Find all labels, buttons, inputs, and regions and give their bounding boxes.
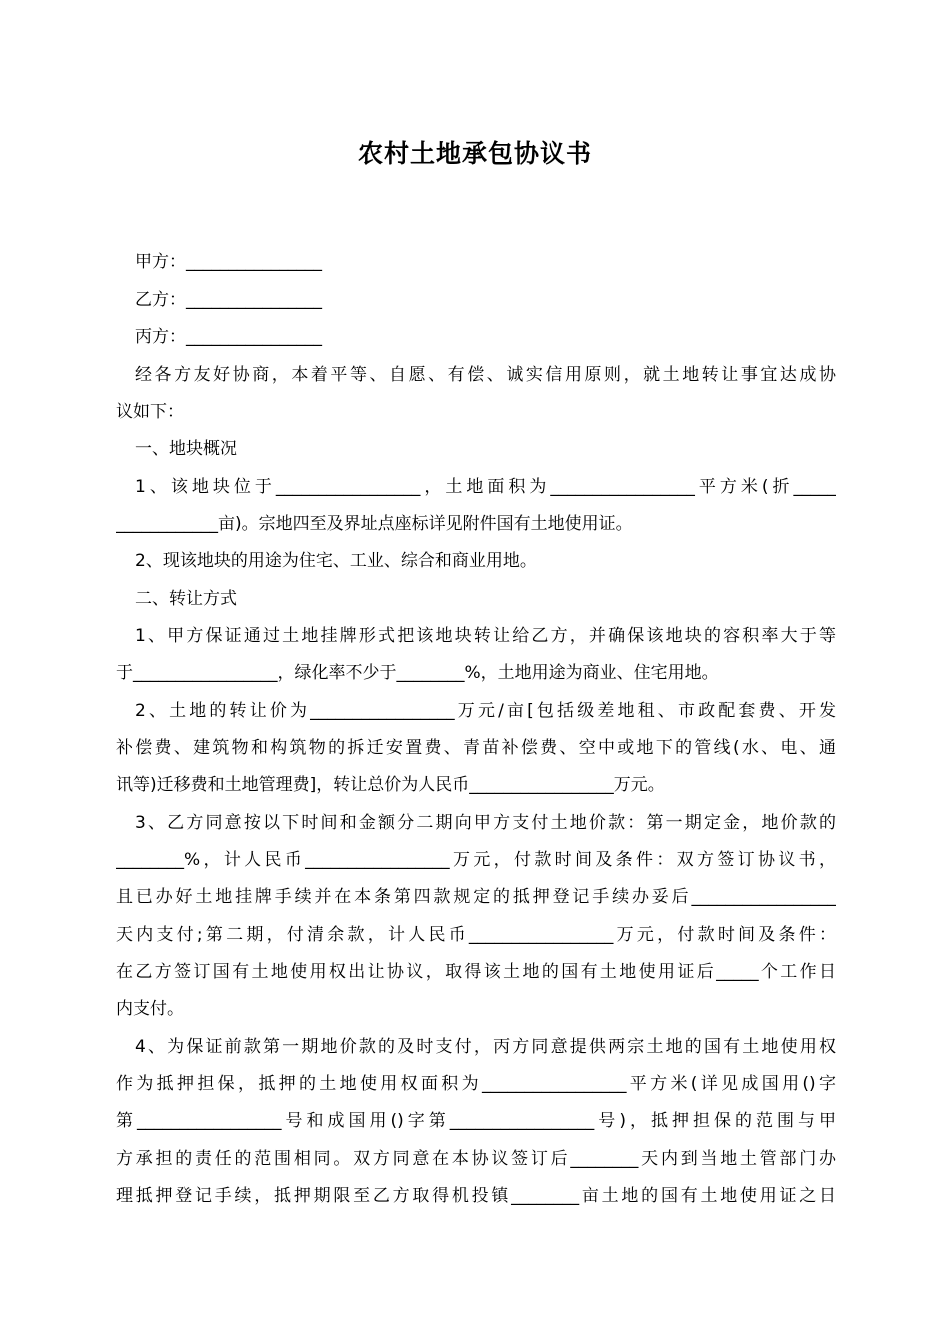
paragraph-line: 第_________________号和成国用()字第_________________号)，抵押担保的范围与甲 <box>116 1111 836 1131</box>
paragraph-line: 补偿费、建筑物和构筑物的拆迁安置费、青苗补偿费、空中或地下的管线(水、电、通 <box>116 738 836 758</box>
paragraph-line: 内支付。 <box>116 999 184 1019</box>
paragraph-line: ____________亩)。宗地四至及界址点座标详见附件国有土地使用证。 <box>116 514 633 534</box>
paragraph-line: 于_________________，绿化率不少于________%，土地用途为商业、住宅用地。 <box>116 663 719 683</box>
paragraph-line: 理抵押登记手续，抵押期限至乙方取得机投镇________亩土地的国有土地使用证之日 <box>116 1186 836 1206</box>
paragraph-line: 1、该地块位于_________________，土地面积为_________________平方米(折_____ <box>135 477 836 497</box>
paragraph-line: 天内支付;第二期，付清余款，计人民币_________________万元，付款时间及条件： <box>116 925 836 945</box>
party-a-line: 甲方：________________ <box>135 252 322 272</box>
paragraph-line: 4、为保证前款第一期地价款的及时支付，丙方同意提供两宗土地的国有土地使用权 <box>135 1037 836 1057</box>
section-heading: 二、转让方式 <box>135 589 237 609</box>
paragraph-line: 2、现该地块的用途为住宅、工业、综合和商业用地。 <box>135 551 537 571</box>
paragraph-line: 讯等)迁移费和土地管理费]，转让总价为人民币_________________万元。 <box>116 775 665 795</box>
paragraph-line: 2、土地的转让价为_________________万元/亩[包括级差地租、市政配套费、开发 <box>135 701 836 721</box>
section-heading: 一、地块概况 <box>135 439 237 459</box>
paragraph-line: 且已办好土地挂牌手续并在本条第四款规定的抵押登记手续办妥后_________________ <box>116 887 836 907</box>
paragraph-line: 经各方友好协商，本着平等、自愿、有偿、诚实信用原则，就土地转让事宜达成协 <box>135 365 836 385</box>
paragraph-line: 作为抵押担保，抵押的土地使用权面积为_________________平方米(详见成国用()字 <box>116 1074 836 1094</box>
party-b-line: 乙方：________________ <box>135 290 322 310</box>
paragraph-line: 在乙方签订国有土地使用权出让协议，取得该土地的国有土地使用证后_____个工作日 <box>116 962 836 982</box>
paragraph-line: 议如下： <box>116 402 184 422</box>
paragraph-line: 3、乙方同意按以下时间和金额分二期向甲方支付土地价款：第一期定金，地价款的 <box>135 813 836 833</box>
paragraph-line: 方承担的责任的范围相同。双方同意在本协议签订后________天内到当地土管部门办 <box>116 1149 836 1169</box>
document-title: 农村土地承包协议书 <box>357 139 592 168</box>
party-c-line: 丙方：________________ <box>135 327 322 347</box>
paragraph-line: 1、甲方保证通过土地挂牌形式把该地块转让给乙方，并确保该地块的容积率大于等 <box>135 626 836 646</box>
paragraph-line: ________%，计人民币_________________万元，付款时间及条件：双方签订协议书， <box>116 850 836 870</box>
